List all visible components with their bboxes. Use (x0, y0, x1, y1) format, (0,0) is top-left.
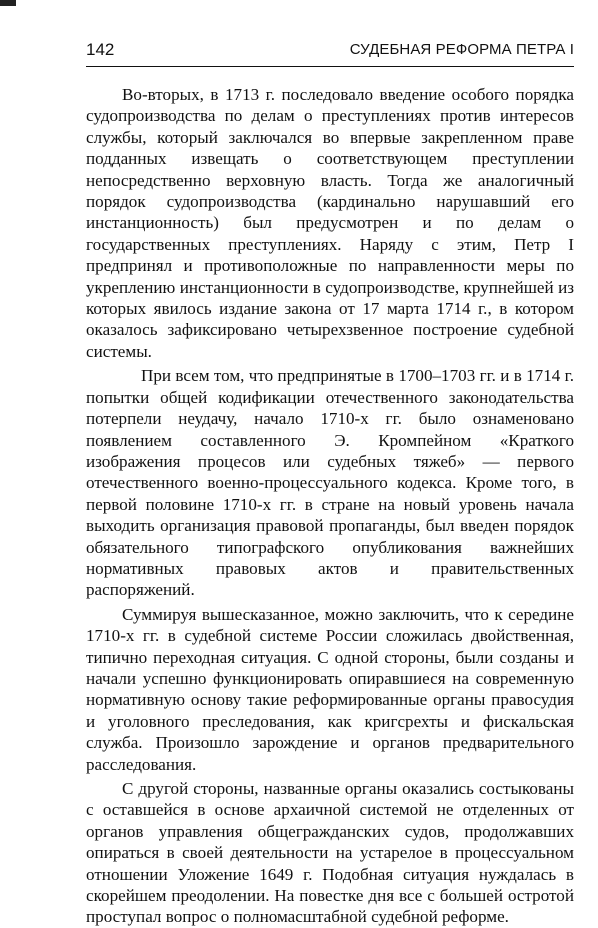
paragraph-1: Во-вторых, в 1713 г. последовало введение особого порядка судопроизводства по делам о преступлениях против интересов службы, который заключался во впервые закрепленном праве подданных извещать о соответствующем преступлении непосредственно верховную власть. Тогда же аналогичный порядок судопроизводства (кардинально нарушавший его инстанционность) был предусмотрен и по делам о государственных преступлениях. Наряду с этим, Петр I предпринял и противоположные по направленности меры по укреплению инстанционности в судопроизводстве, крупнейшей из которых явилось издание закона от 17 марта 1714 г., в котором оказалось зафиксировано четырехзвенное построение судебной системы. (86, 85, 574, 361)
paragraph-3: Суммируя вышесказанное, можно заключить, что к середине 1710-х гг. в судебной системе России сложилась двойственная, типично переходная ситуация. С одной стороны, были созданы и начали успешно функционировать опиравшиеся на современную нормативную основу такие реформированные органы правосудия и уголовного преследования, как кригсрехты и фискальская служба. Произошло зарождение и органов предварительного расследования. (86, 604, 574, 774)
running-head: СУДЕБНАЯ РЕФОРМА ПЕТРА I (349, 41, 574, 58)
page-number: 142 (86, 40, 115, 59)
paragraph-2: При всем том, что предпринятые в 1700–1703 гг. и в 1714 г. попытки общей кодификации отечественного законодательства потерпели неудачу, начало 1710-х гг. было ознаменовано появлением составленного Э. Кромпейном «Краткого изображения процесов или судебных тяжеб» — первого отечественного военно-процессуального кодекса. Кроме того, в первой половине 1710-х гг. в стране на новый уровень начала выходить организация правовой пропаганды, был введен порядок обязательного типографского опубликования важнейших нормативных правовых актов и правительственных распоряжений. (86, 366, 574, 600)
body-text (86, 84, 574, 928)
header-rule (86, 66, 574, 67)
paragraph-4: С другой стороны, названные органы оказались состыкованы с оставшейся в основе архаичной системой не отделенных от органов управления общегражданских судов, продолжавших опираться в своей деятельности на устарелое в процессуальном отношении Уложение 1649 г. Подобная ситуация нуждалась в скорейшем преодолении. На повестке дня все с большей остротой проступал вопрос о полномасштабной судебной реформе. (86, 779, 574, 927)
page-header (86, 40, 574, 64)
scan-corner-mark (0, 0, 16, 6)
